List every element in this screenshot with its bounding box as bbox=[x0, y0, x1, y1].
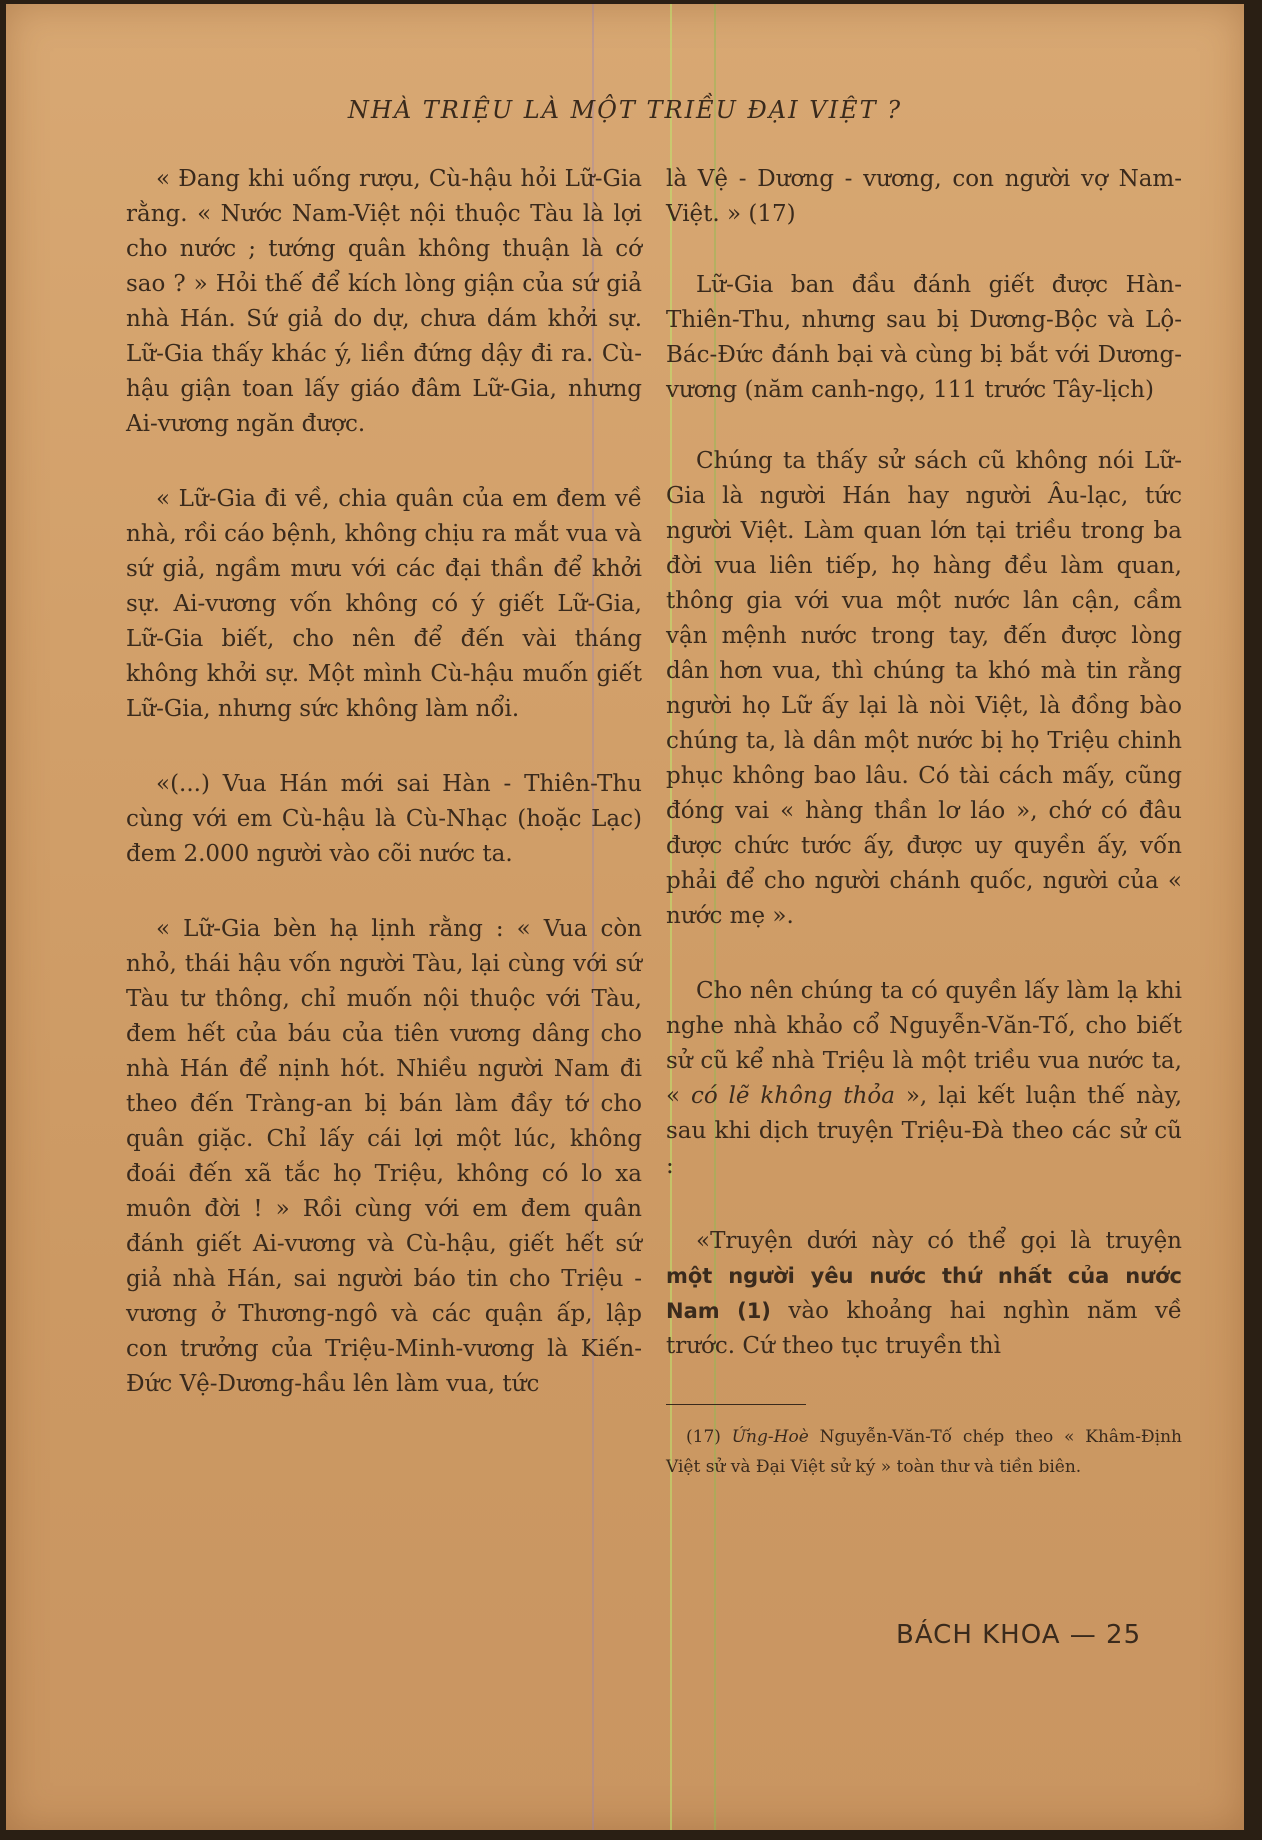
right-column bbox=[666, 162, 1182, 1499]
text-run: », lại kết luận thế này, sau khi dịch truyện Triệu-Đà theo các sử cũ : bbox=[666, 1083, 1183, 1179]
bold-quote: một người yêu nước thứ nhất của nước Nam (1) bbox=[666, 1264, 1182, 1323]
page-footer: BÁCH KHOA — 25 bbox=[896, 1620, 1142, 1650]
paragraph: Chúng ta thấy sử sách cũ không nói Lữ-Gia là người Hán hay người Âu-lạc, tức người Việt. Làm quan lớn tại triều trong ba đời vua liên tiếp, họ hàng đều làm quan, thông gia với vua một nước lân cận, cầm vận mệnh nước trong tay, đến được lòng dân hơn vua, thì chúng ta khó mà tin rằng người họ Lữ ấy lại là nòi Việt, là đồng bào chúng ta, là dân một nước bị họ Triệu chinh phục không bao lâu. Có tài cách mấy, cũng đóng vai « hàng thần lơ láo », chớ có đâu được chức tước ấy, được uy quyền ấy, vốn phải để cho người chánh quốc, người của « nước mẹ ». bbox=[666, 448, 1182, 929]
italic-quote: có lẽ không thỏa bbox=[680, 1083, 906, 1109]
paragraph: «(...) Vua Hán mới sai Hàn - Thiên-Thu cùng với em Cù-hậu là Cù-Nhạc (hoặc Lạc) đem 2.000 người vào cõi nước ta. bbox=[126, 771, 642, 867]
left-column bbox=[126, 162, 642, 1442]
footnote-author: Ứng-Hoè bbox=[731, 1427, 809, 1447]
paragraph: « Lữ-Gia bèn hạ lịnh rằng : « Vua còn nhỏ, thái hậu vốn người Tàu, lại cùng với sứ Tàu tư thông, chỉ muốn nội thuộc với Tàu, đem hết của báu của tiên vương dâng cho nhà Hán để nịnh hót. Nhiều người Nam đi theo đến Tràng-an bị bán làm đầy tớ cho quân giặc. Chỉ lấy cái lợi một lúc, không đoái đến xã tắc họ Triệu, không có lo xa muôn đời ! » Rồi cùng với em đem quân đánh giết Ai-vương và Cù-hậu, giết hết sứ giả nhà Hán, sai người báo tin cho Triệu - vương ở Thương-ngô và các quận ấp, lập con trưởng của Triệu-Minh-vương là Kiến-Đức Vệ-Dương-hầu lên làm vua, tức bbox=[126, 916, 642, 1397]
text-run: Cho nên chúng ta có quyền lấy làm lạ khi nghe nhà khảo cổ Nguyễn-Văn-Tố, cho biết sử cũ kể nhà Triệu là một triều vua nước ta, « bbox=[666, 978, 1182, 1109]
paragraph bbox=[666, 1224, 1182, 1364]
paragraph: là Vệ - Dương - vương, con người vợ Nam-Việt. » (17) bbox=[666, 166, 1182, 227]
running-head: NHÀ TRIỆU LÀ MỘT TRIỀU ĐẠI VIỆT ? bbox=[347, 96, 903, 124]
footnote-number: (17) bbox=[686, 1427, 732, 1447]
paragraph: Lữ-Gia ban đầu đánh giết được Hàn-Thiên-Thu, nhưng sau bị Dương-Bộc và Lộ-Bác-Đức đánh bại và cùng bị bắt với Dương-vương (năm canh-ngọ, 111 trước Tây-lịch) bbox=[666, 272, 1182, 403]
footnote bbox=[666, 1422, 1182, 1482]
paragraph: « Đang khi uống rượu, Cù-hậu hỏi Lữ-Gia rằng. « Nước Nam-Việt nội thuộc Tàu là lợi cho nước ; tướng quân không thuận là cớ sao ? » Hỏi thế để kích lòng giận của sứ giả nhà Hán. Sứ giả do dự, chưa dám khởi sự. Lữ-Gia thấy khác ý, liền đứng dậy đi ra. Cù-hậu giận toan lấy giáo đâm Lữ-Gia, nhưng Ai-vương ngăn được. bbox=[126, 166, 642, 437]
text-run: vào khoảng hai nghìn năm về trước. Cứ theo tục truyền thì bbox=[666, 1298, 1182, 1359]
footnote-text: Nguyễn-Văn-Tố chép theo « Khâm-Định Việt sử và Đại Việt sử ký » toàn thư và tiền biên. bbox=[666, 1427, 1182, 1477]
paragraph bbox=[666, 974, 1182, 1184]
scanned-page bbox=[6, 4, 1244, 1830]
footnote-divider bbox=[666, 1404, 806, 1405]
paragraph: « Lữ-Gia đi về, chia quân của em đem về nhà, rồi cáo bệnh, không chịu ra mắt vua và sứ giả, ngầm mưu với các đại thần để khởi sự. Ai-vương vốn không có ý giết Lữ-Gia, Lữ-Gia biết, cho nên để đến vài tháng không khởi sự. Một mình Cù-hậu muốn giết Lữ-Gia, nhưng sức không làm nổi. bbox=[126, 486, 642, 722]
text-run: «Truyện dưới này có thể gọi là truyện bbox=[696, 1228, 1182, 1254]
